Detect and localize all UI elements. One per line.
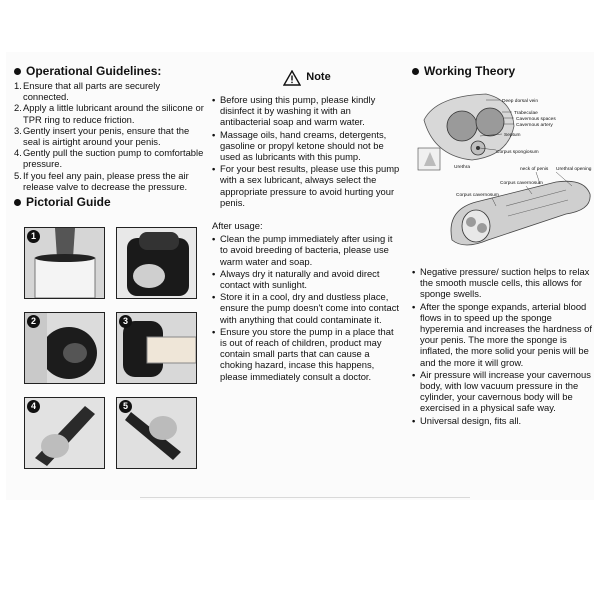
theory-heading [412, 64, 598, 78]
label-neck-of-penis: neck of penis [520, 167, 549, 172]
step-badge: 4 [27, 400, 40, 413]
list-item: 2. Apply a little lubricant around the silicone or TPR ring to reduce friction. [14, 102, 204, 125]
note-section [212, 70, 402, 383]
operational-steps [14, 80, 206, 192]
label-urethral-opening: Urethral opening [556, 167, 592, 172]
note-list [212, 94, 402, 208]
after-usage-list [212, 233, 402, 382]
label-trabeculae: Trabeculae [514, 111, 538, 116]
note-title: Note [306, 71, 331, 84]
list-item: • Clean the pump immediately after using it to avoid breeding of bacteria, please use warm water and soap. [212, 233, 393, 267]
step-badge: 3 [119, 315, 132, 328]
bullet-icon [14, 199, 21, 206]
list-item: 3. Gently insert your penis, ensure that the seal is airtight around your penis. [14, 124, 190, 148]
list-item: 1. Ensure that all parts are securely connected. [14, 80, 161, 103]
label-corpus-cavernosum: Corpus cavernosum [500, 181, 543, 186]
list-item: • Air pressure will increase your cavernous body, with low vacuum pressure in the cylinder, your cavernous body will be exercised in a physical safe way. [412, 368, 591, 414]
operational-guidelines-section [14, 64, 206, 211]
guide-photo-1 [24, 227, 105, 299]
bullet-icon [412, 68, 419, 75]
sleeve-illustration [117, 228, 196, 298]
list-item: • After the sponge expands, arterial blood flows in to speed up the sponge hyperemia and increases the hardness of your penis. The more the sponge is inflated, the more solid your penis will be and the more it will grow. [412, 300, 592, 368]
list-item: • Store it in a cool, dry and dustless place, ensure the pump doesn't come into contact with anything that could contaminate it. [212, 291, 399, 325]
guide-photo-2 [24, 312, 105, 384]
guide-photo-5 [116, 397, 197, 469]
theory-list [412, 266, 596, 426]
list-item: • Before using this pump, please kindly disinfect it by washing it with an antibacterial soap and warm water. [212, 94, 376, 128]
list-item: • Negative pressure/ suction helps to relax the smooth muscle cells, this allows for sponge swells. [412, 266, 590, 300]
step-badge: 5 [119, 400, 132, 413]
theory-title: Working Theory [424, 64, 516, 78]
label-corpus-spongiosum: Corpus spongiosum [496, 150, 539, 155]
label-deep-dorsal-vein: Deep dorsal vein [502, 99, 538, 104]
sheet-divider [140, 497, 470, 498]
operational-heading [14, 64, 206, 78]
bullet-icon [14, 68, 21, 75]
label-septum: Septum [504, 133, 521, 138]
list-item: 4. Gently pull the suction pump to comfortable pressure. [14, 147, 204, 170]
pictorial-heading [14, 195, 206, 209]
label-cavernous-spaces: Cavernous spaces [516, 117, 556, 122]
guide-photo-4 [24, 397, 105, 469]
note-heading [212, 70, 402, 86]
list-item: • Always dry it naturally and avoid direct contact with sunlight. [212, 267, 380, 291]
label-urethra: Urethra [454, 165, 470, 170]
step-badge: 2 [27, 315, 40, 328]
list-item: 5. If you feel any pain, please press the air release valve to decrease the pressure. [14, 169, 189, 192]
list-item: • For your best results, please use this pump with a sex lubricant, always select the appropriate pressure to avoid hurting your penis. [212, 163, 400, 208]
warning-icon [283, 70, 301, 86]
operational-title: Operational Guidelines: [26, 64, 162, 78]
list-item: • Universal design, fits all. [412, 414, 522, 426]
list-item: • Ensure you store the pump in a place that is out of reach of children, product may contain small parts that can cause a choking hazard, incase this happens, please immediately consult a doctor. [212, 325, 394, 382]
step-badge: 1 [27, 230, 40, 243]
list-item: • Massage oils, hand creams, detergents, gasoline or propyl ketone should not be used as lubricants with this pump. [212, 128, 387, 163]
working-theory-section [412, 64, 598, 80]
anatomy-diagram [416, 90, 596, 262]
after-usage-label: After usage: [212, 220, 263, 232]
guide-photo-3 [116, 312, 197, 384]
pictorial-title: Pictorial Guide [26, 195, 111, 210]
guide-photo-1b [116, 227, 197, 299]
label-cavernous-artery: Cavernous artery [516, 123, 553, 128]
theory-text [412, 266, 596, 427]
label-corpus-cavernosum: Corpus cavernosum [456, 193, 499, 198]
